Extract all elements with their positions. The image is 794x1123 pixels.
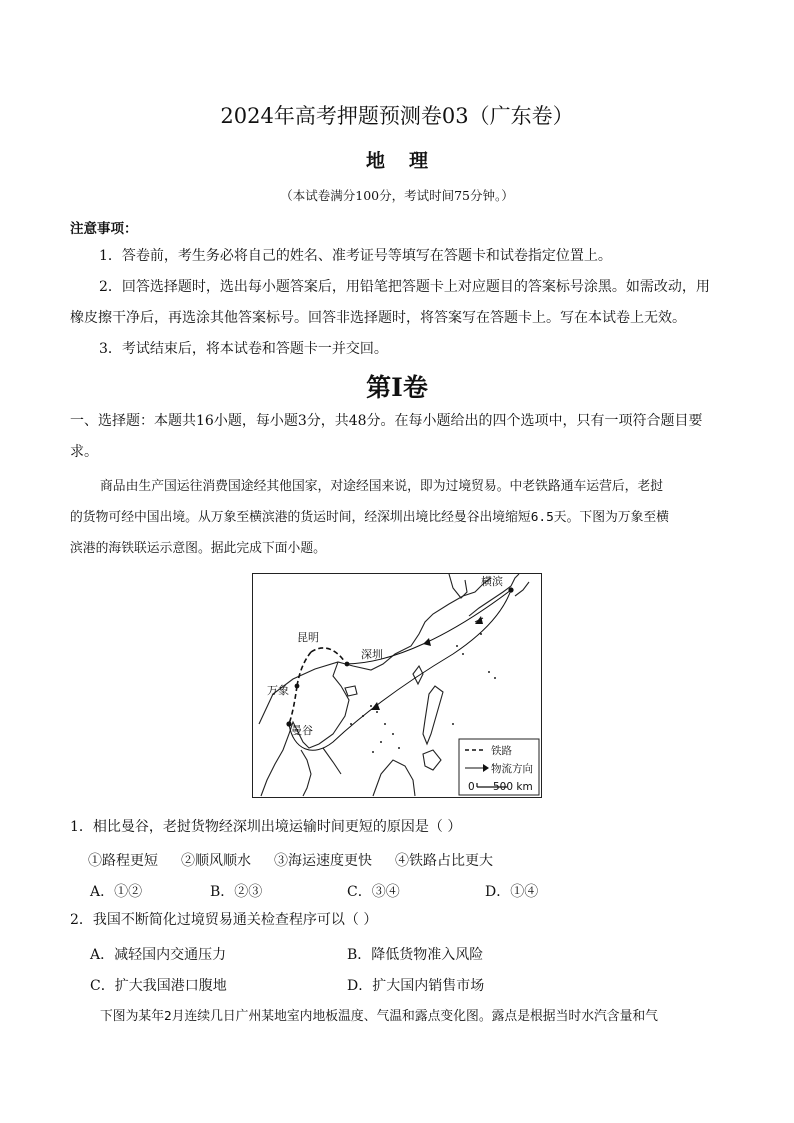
q1-option-b[interactable]: B．②③ [210,884,263,900]
legend-scale-zero: 0 [468,781,475,793]
exam-note: （本试卷满分100分，考试时间75分钟。） [280,188,514,203]
railway-vientiane-bangkok [289,686,297,724]
city-dot-shenzhen [345,662,350,667]
coastline-borneo [373,760,415,796]
stem-line-2: 的货物可经中国出境。从万象至横滨港的货运时间，经深圳出境比经曼谷出境缩短6.5天。下图为万象至横 [70,510,669,525]
label-kunming: 昆明 [297,631,319,644]
question-2: 2．我国不断简化过境贸易通关检查程序可以（ ） [70,912,378,928]
q2-option-c[interactable]: C．扩大我国港口腹地 [90,978,227,994]
q1-option-d[interactable]: D．①④ [485,884,539,900]
notice-item-3: 3．考试结束后，将本试卷和答题卡一并交回。 [99,341,388,357]
notice-item-1: 1．答卷前，考生务必将自己的姓名、准考证号等填写在答题卡和试卷指定位置上。 [99,248,612,264]
railway-kunming-shenzhen [311,648,345,662]
legend-flow: 物流方向 [491,763,533,775]
subject-title [0,146,794,173]
legend-railway: 铁路 [491,745,512,757]
stem-line-3: 滨港的海铁联运示意图。据此完成下面小题。 [70,541,326,556]
q1-option-a[interactable]: A．①② [90,884,143,900]
label-bangkok: 曼谷 [291,724,313,737]
flow-arrow-1 [423,638,431,646]
coastline-hainan [345,686,357,696]
exam-title: 2024年高考押题预测卷03（广东卷） [220,104,574,128]
coastline-peninsula [301,750,311,796]
section-heading: 一、选择题：本题共16小题，每小题3分，共48分。在每小题给出的四个选项中，只有一项符合题目要 [70,413,703,429]
coastline-taiwan [413,666,423,684]
route-map [252,573,542,798]
stem-line-1: 商品由生产国运往消费国途经其他国家，对途经国来说，即为过境贸易。中老铁路通车运营后，老挝 [100,479,664,494]
railway-kunming-vientiane [297,652,311,686]
q1-choice-2: ②顺风顺水 [181,853,251,869]
q1-choice-1: ①路程更短 [88,853,158,869]
coastline-philippines [423,686,443,744]
coastline-philippines-south [423,750,441,770]
label-shenzhen: 深圳 [361,648,383,661]
label-vientiane: 万象 [267,684,289,697]
map-legend [459,739,539,795]
route-map-svg [253,574,541,797]
subject-char-b: 理 [409,150,429,172]
subject-char-a: 地 [365,150,385,172]
city-dot-vientiane [295,684,300,689]
coastline-vietnam [323,748,341,774]
notice-item-2: 2．回答选择题时，选出每小题答案后，用铅笔把答题卡上对应题目的答案标号涂黑。如需改动，用 [99,279,710,295]
notice-heading: 注意事项： [70,221,138,237]
q1-choice-4: ④铁路占比更大 [395,853,493,869]
city-dot-yokohama [508,587,513,592]
flow-arrow-3 [475,616,483,624]
coastline-korea [449,574,467,598]
label-yokohama: 横滨 [481,575,503,588]
section-heading-cont: 求。 [70,444,98,460]
notice-item-2-cont: 橡皮擦干净后，再选涂其他答案标号。回答非选择题时，将答案写在答题卡上。写在本试卷上无效。 [70,310,686,326]
q2-option-a[interactable]: A．减轻国内交通压力 [90,947,227,963]
q2-option-b[interactable]: B．降低货物准入风险 [347,947,484,963]
q1-option-c[interactable]: C．③④ [347,884,400,900]
volume-heading: 第Ⅰ卷 [366,373,428,402]
question-1: 1．相比曼谷，老挝货物经深圳出境运输时间更短的原因是（ ） [70,819,462,835]
q2-option-d[interactable]: D．扩大国内销售市场 [347,978,485,994]
legend-scale-value: 500 km [493,781,533,793]
stem2-line-1: 下图为某年2月连续几日广州某地室内地板温度、气温和露点变化图。露点是根据当时水汽含量和气 [100,1009,658,1024]
q1-choice-3: ③海运速度更快 [274,853,372,869]
